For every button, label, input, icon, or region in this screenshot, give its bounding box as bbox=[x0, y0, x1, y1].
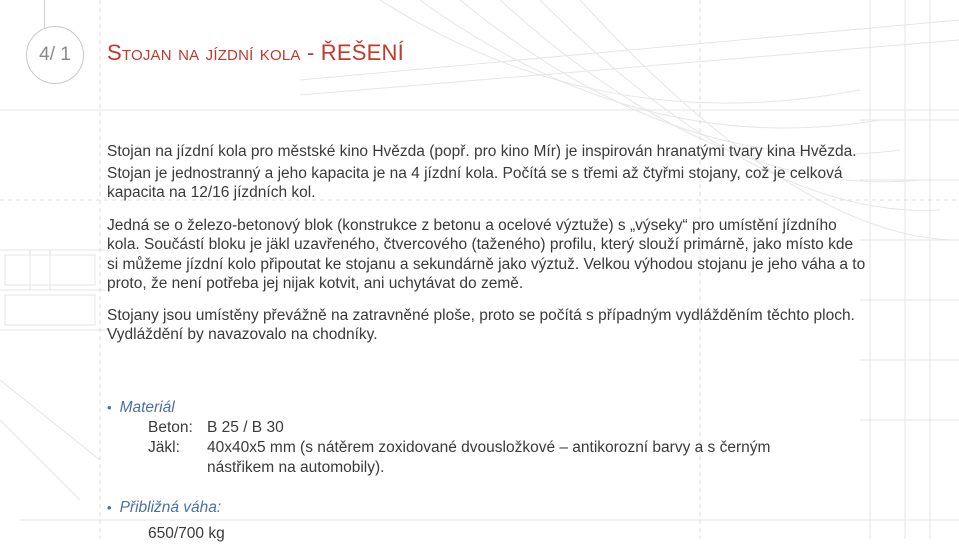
weight-item bbox=[107, 498, 807, 544]
paragraph-construction: Jedná se o železo-betonový blok (konstrukce z betonu a ocelové výztuže) s „výseky“ pro umístění jízdního kola. Součástí bloku je jäkl uzavřeného, čtvercového (taženého) profilu, který slouží primárně, jako místo kde si můžeme jízdní kolo připoutat ke stojanu a sekundárně jako výztuž. Velkou výhodou stojanu je jeho váha a to proto, že není potřeba jej nijak kotvit, ani uchytávat do země. bbox=[107, 216, 866, 292]
paragraph-inspiration: Stojan na jízdní kola pro městské kino Hvězda (popř. pro kino Mír) je inspirován hranatými tvary kina Hvězda. bbox=[107, 143, 857, 160]
title-suffix: ŘEŠENÍ bbox=[320, 40, 404, 65]
bullet-icon: • bbox=[107, 400, 112, 415]
paragraph-capacity: Stojan je jednostranný a jeho kapacita je na 4 jízdní kola. Počítá se s třemi až čtyřmi stojany, což je celková kapacita na 12/16 jízdních kol. bbox=[107, 164, 843, 201]
jakl-value: 40x40x5 mm (s nátěrem zoxidované dvousložkové – antikorozní barvy a s černým nástřikem na automobily). bbox=[207, 439, 771, 476]
beton-value: B 25 / B 30 bbox=[207, 419, 284, 436]
spec-row-beton bbox=[148, 418, 807, 438]
title-main: Stojan na jízdní kola bbox=[107, 40, 301, 65]
badge-connector-line bbox=[44, 0, 45, 28]
weight-value: 650/700 kg bbox=[148, 525, 225, 542]
bullet-icon: • bbox=[107, 500, 112, 515]
specs-list bbox=[107, 398, 807, 544]
slide-number: 4/ 1 bbox=[39, 44, 71, 65]
description-block bbox=[107, 142, 867, 345]
jakl-key: Jäkl: bbox=[148, 439, 180, 456]
slide-number-badge bbox=[26, 26, 84, 84]
material-label: Materiál bbox=[119, 399, 175, 416]
paragraph-placement: Stojany jsou umístěny převážně na zatravněné ploše, proto se počítá s případným vydlážděním těchto ploch. Vydláždění by navazovalo na chodníky. bbox=[107, 306, 855, 343]
beton-key: Beton: bbox=[148, 419, 193, 436]
material-specs bbox=[148, 418, 807, 478]
spec-row-jakl bbox=[148, 438, 807, 478]
weight-label: Přibližná váha: bbox=[119, 499, 222, 516]
title-separator: - bbox=[300, 40, 321, 65]
material-item bbox=[107, 398, 807, 418]
slide-title bbox=[107, 40, 404, 66]
